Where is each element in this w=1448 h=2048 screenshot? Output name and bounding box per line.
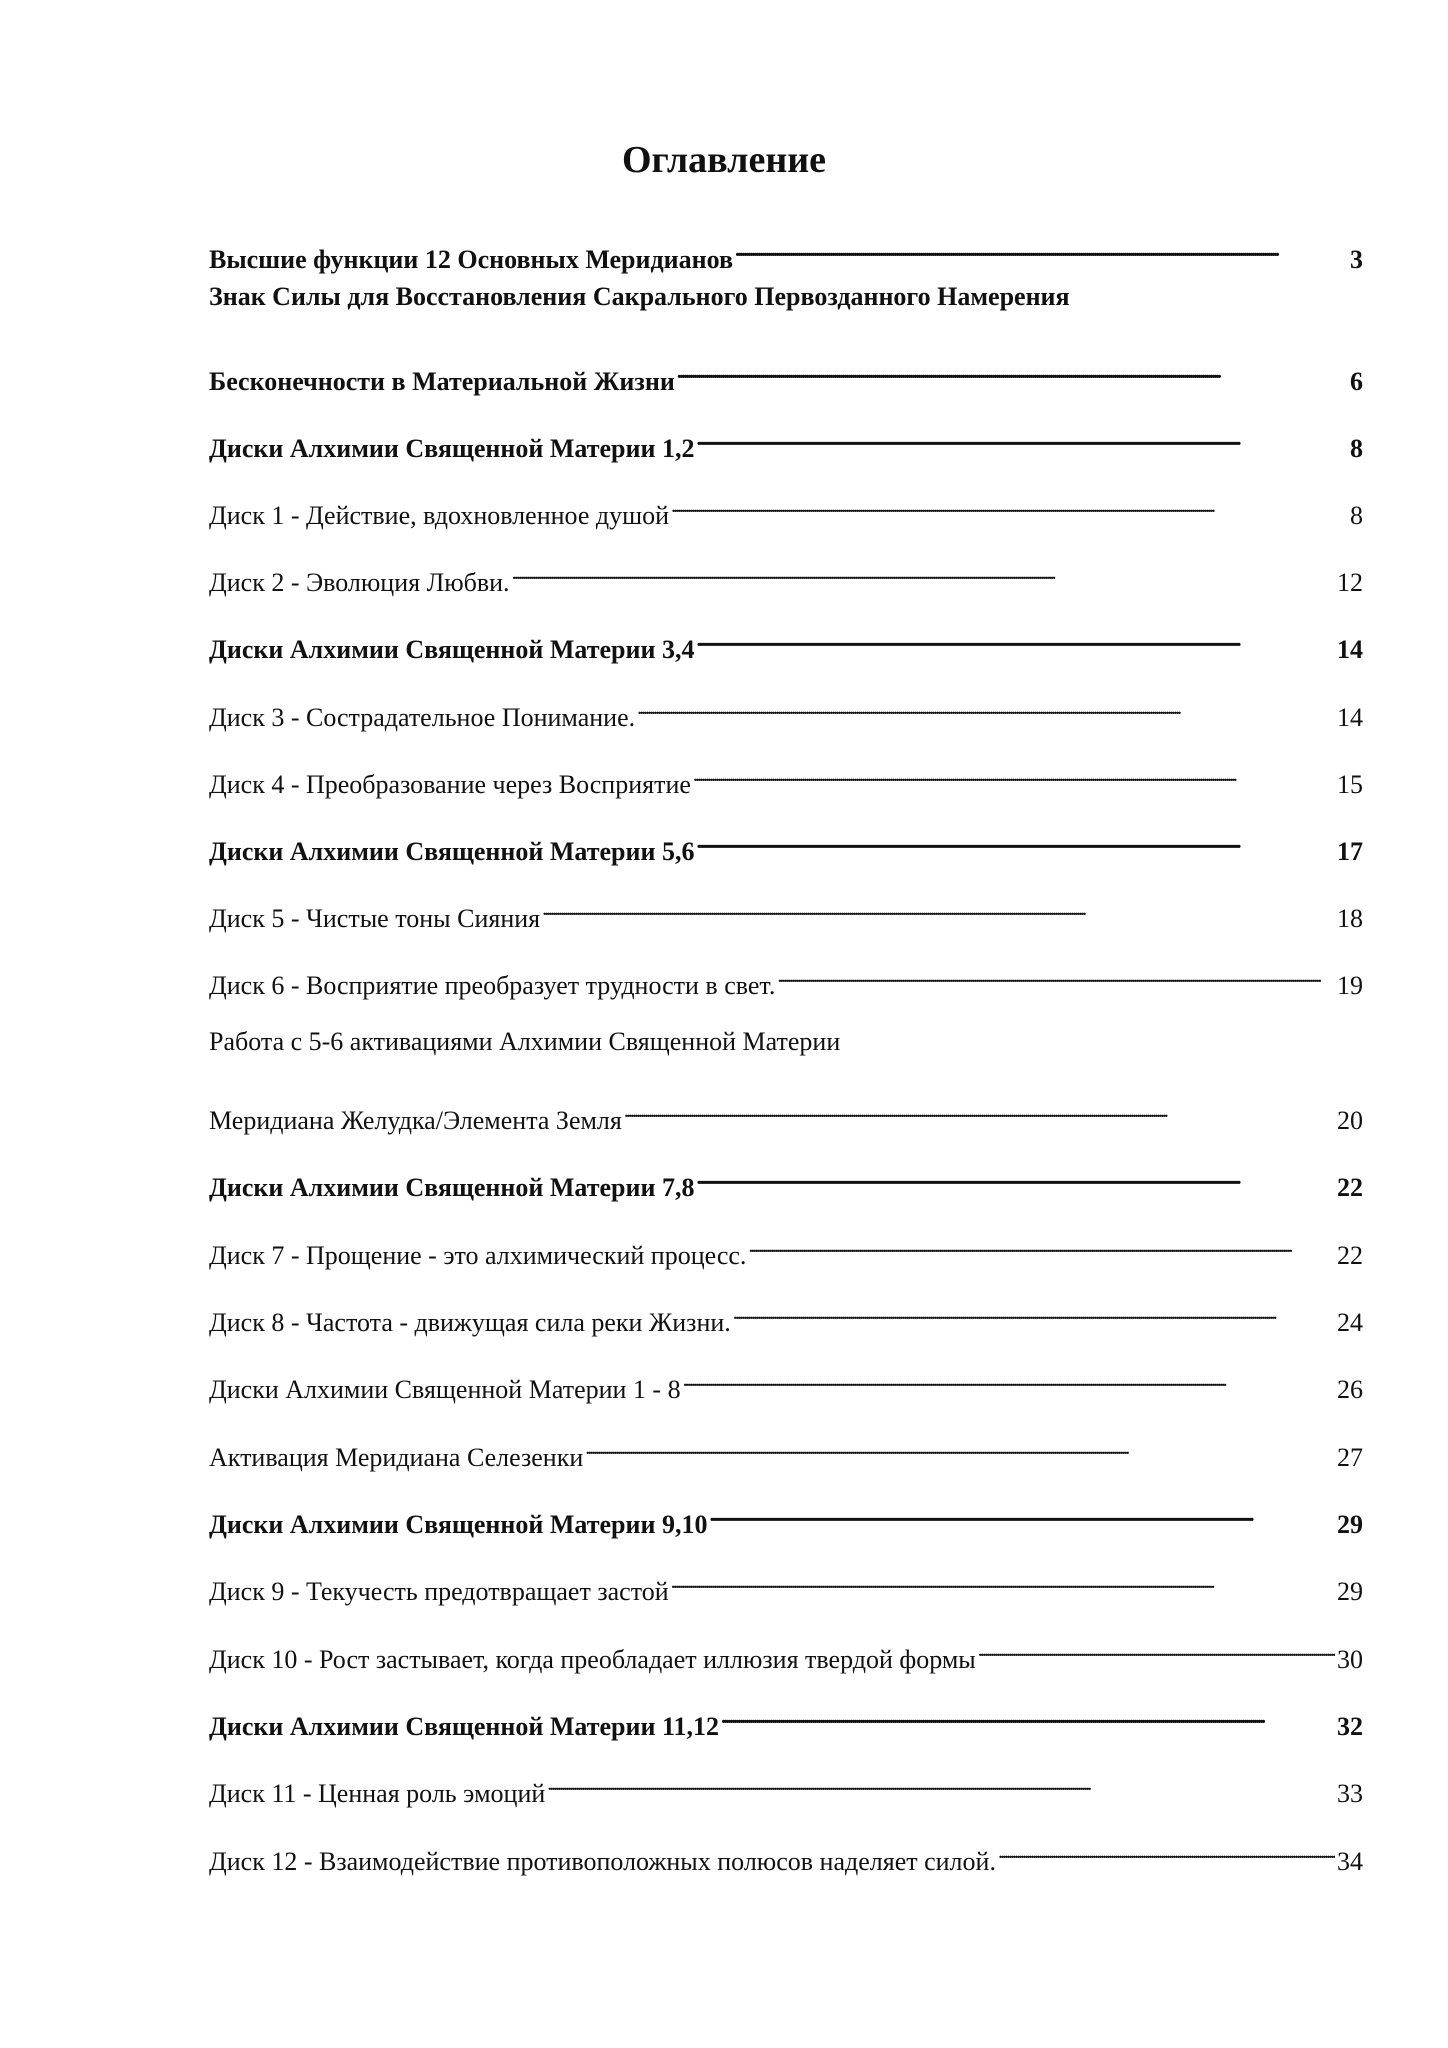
toc-entry-title: Диск 11 - Ценная роль эмоций xyxy=(209,1779,546,1808)
toc-leader-dots xyxy=(637,686,1335,726)
toc-entry-title: Диск 6 - Восприятие преобразует трудности в свет. xyxy=(209,971,776,1000)
toc-entry-title: Знак Силы для Восстановления Сакрального Первозданного Намерения xyxy=(209,282,1070,311)
toc-page-number: 32 xyxy=(1337,1712,1363,1741)
toc-page-number: 6 xyxy=(1350,367,1363,396)
toc-page-number: 15 xyxy=(1337,770,1363,799)
toc-page-number: 33 xyxy=(1337,1779,1363,1808)
toc-leader-dots xyxy=(696,1156,1335,1196)
toc-entry-title: Диск 1 - Действие, вдохновленное душой xyxy=(209,501,670,530)
toc-entry[interactable] xyxy=(209,1089,1363,1135)
toc-entry[interactable] xyxy=(209,1762,1363,1808)
toc-entry-title: Диск 12 - Взаимодействие противоположных полюсов наделяет силой. xyxy=(209,1847,996,1876)
toc-page-number: 30 xyxy=(1337,1645,1363,1674)
toc-leader-dots xyxy=(978,1628,1335,1668)
toc-leader-dots xyxy=(748,1224,1335,1264)
toc-page-number: 22 xyxy=(1337,1241,1363,1270)
toc-entry-title: Диск 3 - Сострадательное Понимание. xyxy=(209,703,636,732)
toc-entry-title: Диски Алхимии Священной Материи 3,4 xyxy=(209,635,695,664)
toc-leader-dots xyxy=(721,1695,1335,1735)
toc-entry-title: Диски Алхимии Священной Материи 7,8 xyxy=(209,1173,695,1202)
toc-page-number: 8 xyxy=(1350,434,1363,463)
toc-entry-title: Активация Меридиана Селезенки xyxy=(209,1443,584,1472)
toc-page-number: 26 xyxy=(1337,1375,1363,1404)
toc-entry-title: Диск 4 - Преобразование через Восприятие xyxy=(209,770,691,799)
toc-entry-title: Диски Алхимии Священной Материи 1 - 8 xyxy=(209,1375,681,1404)
toc-page-number: 29 xyxy=(1337,1577,1363,1606)
toc-entry[interactable] xyxy=(209,954,1363,1000)
toc-page-number: 19 xyxy=(1337,971,1363,1000)
toc-entry[interactable] xyxy=(209,1695,1363,1741)
toc-page-number: 8 xyxy=(1350,501,1363,530)
toc-entry[interactable] xyxy=(209,686,1363,732)
toc-entry-title: Бесконечности в Материальной Жизни xyxy=(209,367,675,396)
toc-leader-dots xyxy=(733,1291,1335,1331)
toc-entry[interactable] xyxy=(209,417,1363,463)
toc-leader-dots xyxy=(624,1089,1335,1129)
toc-leader-dots xyxy=(677,350,1348,390)
toc-leader-dots xyxy=(777,954,1335,994)
toc-entry[interactable] xyxy=(209,1628,1363,1674)
toc-entry[interactable] xyxy=(209,753,1363,799)
toc-entry-title: Работа с 5-6 активациями Алхимии Священной Материи xyxy=(209,1027,841,1056)
toc-entry-title: Высшие функции 12 Основных Меридианов xyxy=(209,245,733,274)
toc-page-number: 14 xyxy=(1337,635,1363,664)
toc-entry[interactable] xyxy=(209,1291,1363,1337)
toc-leader-dots xyxy=(735,228,1348,268)
toc-leader-dots xyxy=(696,417,1348,457)
toc-entry[interactable] xyxy=(209,228,1363,274)
toc-entry-title: Диск 9 - Текучесть предотвращает застой xyxy=(209,1577,669,1606)
toc-entry[interactable] xyxy=(209,1426,1363,1472)
toc-entry-title: Диски Алхимии Священной Материи 1,2 xyxy=(209,434,695,463)
toc-page-number: 14 xyxy=(1337,703,1363,732)
toc-leader-dots xyxy=(585,1426,1335,1466)
toc-entry-title: Меридиана Желудка/Элемента Земля xyxy=(209,1106,622,1135)
toc-page-number: 24 xyxy=(1337,1308,1363,1337)
toc-page-number: 27 xyxy=(1337,1443,1363,1472)
toc-page-number: 3 xyxy=(1350,245,1363,274)
toc-leader-dots xyxy=(542,887,1335,927)
toc-leader-dots xyxy=(693,753,1335,793)
toc-page-number: 17 xyxy=(1337,837,1363,866)
toc-leader-dots xyxy=(696,618,1335,658)
toc-page-number: 22 xyxy=(1337,1173,1363,1202)
toc-page-number: 20 xyxy=(1337,1106,1363,1135)
toc-entry[interactable] xyxy=(209,1156,1363,1202)
toc-entry[interactable] xyxy=(209,820,1363,866)
toc-leader-dots xyxy=(998,1830,1335,1870)
toc-leader-dots xyxy=(709,1493,1335,1533)
toc-entry-title: Диски Алхимии Священной Материи 9,10 xyxy=(209,1510,708,1539)
toc-entry[interactable] xyxy=(209,350,1363,396)
toc-leader-dots xyxy=(547,1762,1335,1802)
toc-entry[interactable] xyxy=(209,1022,1363,1062)
page-title: Оглавление xyxy=(621,139,827,181)
toc-page-number: 18 xyxy=(1337,904,1363,933)
toc-entry-title: Диск 2 - Эволюция Любви. xyxy=(209,568,510,597)
toc-entry-title: Диск 10 - Рост застывает, когда преобладает иллюзия твердой формы xyxy=(209,1645,976,1674)
toc-leader-dots xyxy=(671,484,1348,524)
toc-entry-title: Диски Алхимии Священной Материи 11,12 xyxy=(209,1712,720,1741)
toc-entry[interactable] xyxy=(209,887,1363,933)
toc-entry-title: Диск 5 - Чистые тоны Сияния xyxy=(209,904,541,933)
toc-entry-title: Диск 7 - Прощение - это алхимический процесс. xyxy=(209,1241,747,1270)
toc-entry[interactable] xyxy=(209,1224,1363,1270)
toc-leader-dots xyxy=(512,551,1335,591)
toc-entry[interactable] xyxy=(209,1493,1363,1539)
toc-page-number: 12 xyxy=(1337,568,1363,597)
toc-entry[interactable] xyxy=(209,1560,1363,1606)
toc-entry[interactable] xyxy=(209,1358,1363,1404)
toc-entry-title: Диск 8 - Частота - движущая сила реки Жизни. xyxy=(209,1308,731,1337)
toc-entry[interactable] xyxy=(209,551,1363,597)
toc-leader-dots xyxy=(671,1560,1335,1600)
toc-entry[interactable] xyxy=(209,484,1363,530)
toc-page-number: 34 xyxy=(1337,1847,1363,1876)
toc-leader-dots xyxy=(696,820,1335,860)
toc-entry[interactable] xyxy=(209,618,1363,664)
toc-page-number: 29 xyxy=(1337,1510,1363,1539)
toc-entry-title: Диски Алхимии Священной Материи 5,6 xyxy=(209,837,695,866)
toc-entry[interactable] xyxy=(209,1830,1363,1876)
toc-leader-dots xyxy=(683,1358,1335,1398)
toc-entry[interactable] xyxy=(209,277,1363,317)
